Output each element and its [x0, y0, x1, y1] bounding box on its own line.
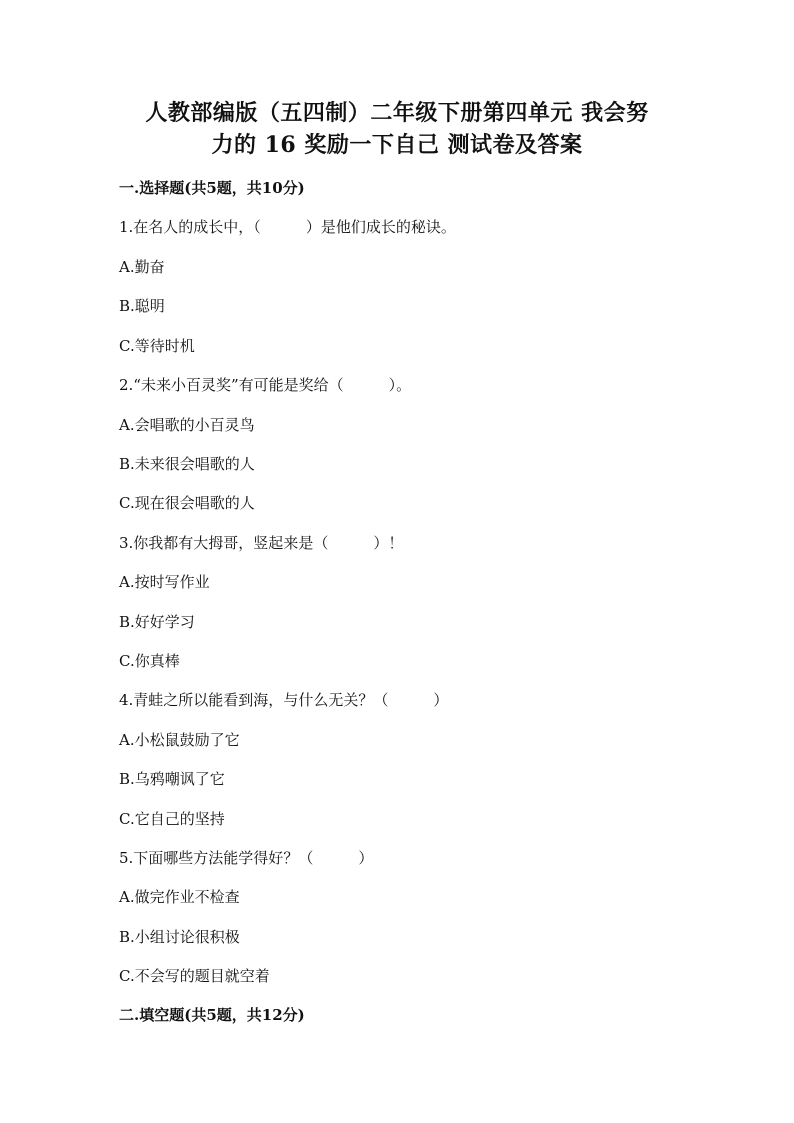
answer-option: B.好好学习 — [119, 613, 195, 631]
answer-option: C.它自己的坚持 — [119, 810, 225, 828]
answer-option: C.等待时机 — [119, 337, 195, 355]
question-stem: 5.下面哪些方法能学得好？（ ） — [119, 849, 374, 867]
answer-option: C.不会写的题目就空着 — [119, 967, 270, 985]
answer-option: B.聪明 — [119, 297, 165, 315]
answer-option: C.现在很会唱歌的人 — [119, 494, 255, 512]
section-heading-choice: 一.选择题(共5题，共10分) — [119, 179, 305, 197]
section-heading-fill-blank: 二.填空题(共5题，共12分) — [119, 1006, 305, 1024]
document-title-line-2: 力的 16 奖励一下自己 测试卷及答案 — [211, 132, 583, 158]
answer-option: A.做完作业不检查 — [119, 888, 240, 906]
document-title-line-1: 人教部编版（五四制）二年级下册第四单元 我会努 — [145, 100, 649, 126]
answer-option: A.勤奋 — [119, 258, 165, 276]
answer-option: A.按时写作业 — [119, 573, 210, 591]
answer-option: A.会唱歌的小百灵鸟 — [119, 416, 255, 434]
answer-option: B.小组讨论很积极 — [119, 928, 240, 946]
answer-option: B.未来很会唱歌的人 — [119, 455, 255, 473]
question-stem: 3.你我都有大拇哥，竖起来是（ ）！ — [119, 534, 404, 552]
question-stem: 4.青蛙之所以能看到海，与什么无关？（ ） — [119, 691, 449, 709]
question-stem: 1.在名人的成长中，（ ）是他们成长的秘诀。 — [119, 218, 456, 236]
answer-option: B.乌鸦嘲讽了它 — [119, 770, 225, 788]
answer-option: C.你真棒 — [119, 652, 180, 670]
answer-option: A.小松鼠鼓励了它 — [119, 731, 240, 749]
question-stem: 2.“未来小百灵奖”有可能是奖给（ ）。 — [119, 376, 412, 394]
